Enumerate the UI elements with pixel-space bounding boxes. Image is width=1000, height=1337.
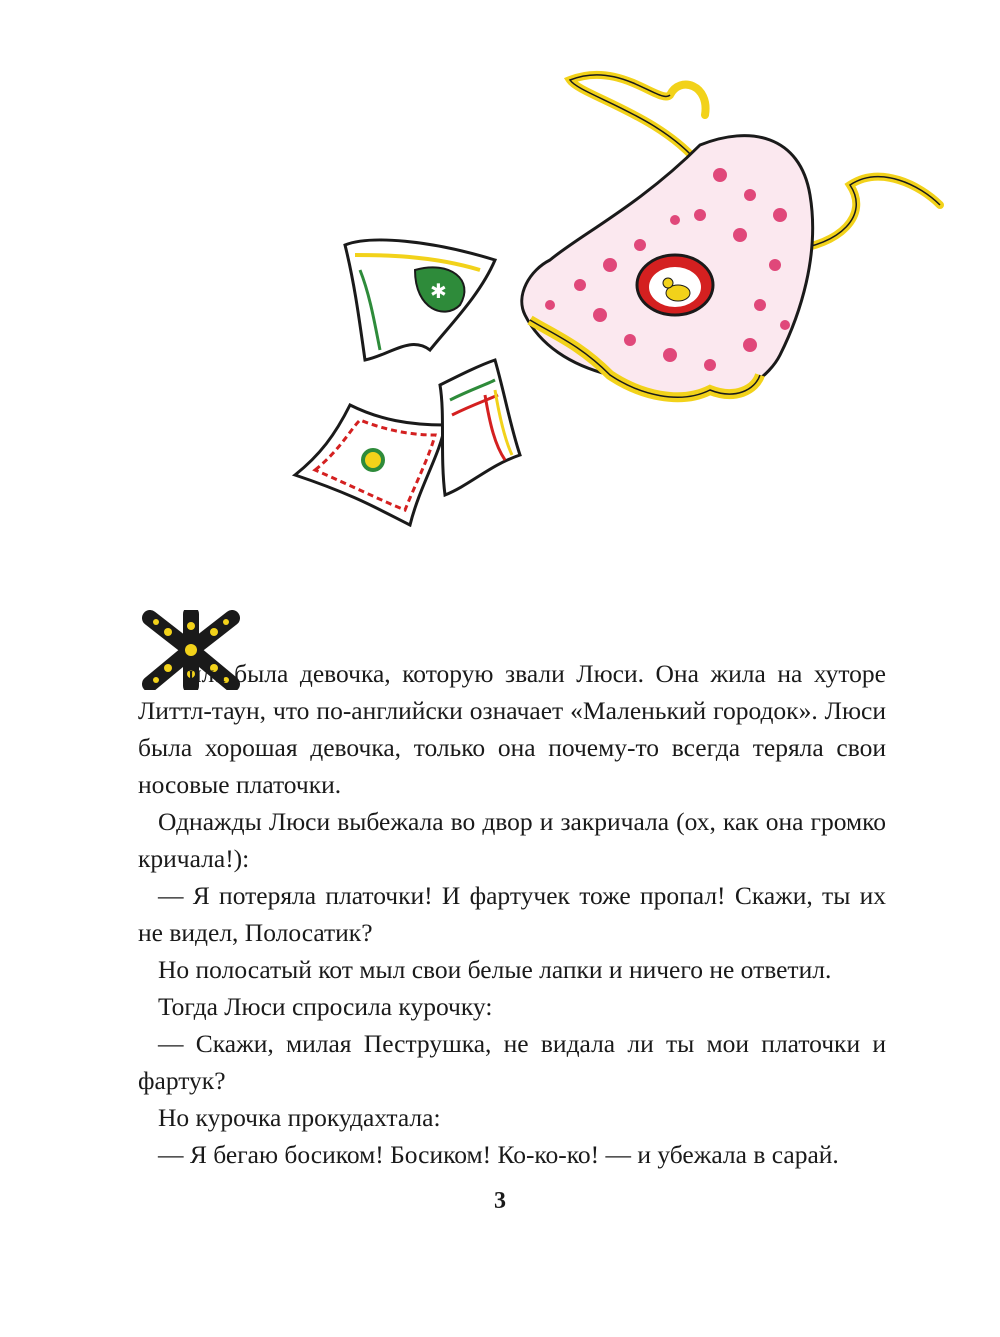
drop-cap-letter xyxy=(138,655,188,692)
paragraph-8: — Я бегаю босиком! Босиком! Ко-ко-ко! — и убежала в сарай. xyxy=(158,1140,839,1169)
page-number: 3 xyxy=(494,1188,506,1214)
handkerchief-striped xyxy=(440,360,520,495)
paragraph-1-text: ила-была девочка, которую звали Люси. Она жила на хуторе Литтл-таун, что по-английски означает «Маленький городок». Люси была хорошая девочка, только она почему-то всегда теряла свои носовые платочки. xyxy=(138,659,886,799)
apron-and-handkerchiefs-illustration xyxy=(280,55,960,545)
story-text xyxy=(138,655,886,1173)
paragraph-1 xyxy=(138,655,886,803)
paragraph-7: Но курочка прокудахтала: xyxy=(158,1103,441,1132)
paragraph-3: — Я потеряла платочки! И фартучек тоже пропал! Скажи, ты их не видел, Полосатик? xyxy=(138,881,886,947)
paragraph-6: — Скажи, милая Пеструшка, не видала ли ты мои платочки и фартук? xyxy=(138,1029,886,1095)
apron-ribbon-top xyxy=(570,75,706,165)
paragraph-4: Но полосатый кот мыл свои белые лапки и ничего не ответил. xyxy=(158,955,832,984)
svg-text:✱: ✱ xyxy=(430,279,447,303)
flower-icon xyxy=(363,450,383,470)
paragraph-5: Тогда Люси спросила курочку: xyxy=(158,992,493,1021)
paragraph-2: Однажды Люси выбежала во двор и закричала (ох, как она громко кричала!): xyxy=(138,807,886,873)
